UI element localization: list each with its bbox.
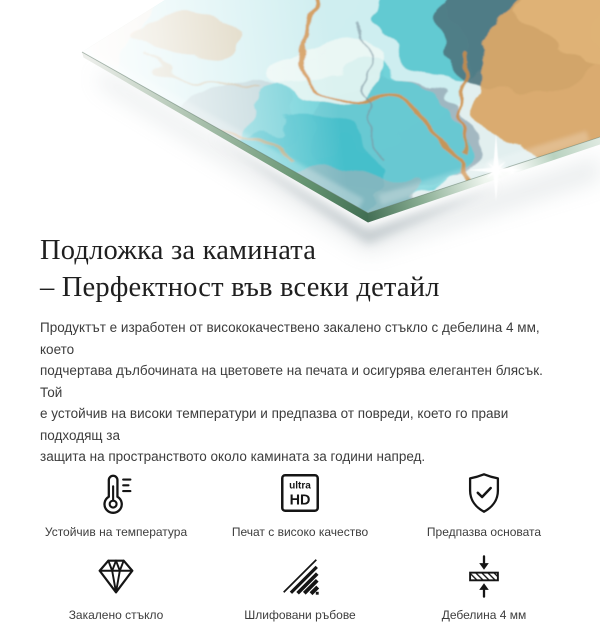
product-description <box>40 317 564 468</box>
page-title <box>40 232 560 306</box>
page-title-line-2: – Перфектност във всеки детайл <box>40 272 440 303</box>
feature-temperature-resistant <box>24 470 208 539</box>
description-line: е устойчив на високи температури и предпазва от повреди, което го прави подходящ за <box>40 406 509 443</box>
shield-check-icon <box>461 470 507 516</box>
feature-label: Дебелина 4 мм <box>441 607 527 622</box>
thickness-arrows-icon <box>461 553 507 599</box>
diamond-icon <box>93 553 139 599</box>
feature-label: Предпазва основата <box>426 524 542 539</box>
description-line: подчертава дълбочината на цветовете на печата и осигурява елегантен блясък. Той <box>40 363 543 400</box>
page-title-line-1: Подложка за камината <box>40 235 317 266</box>
feature-label: Шлифовани ръбове <box>244 607 356 622</box>
feature-polished-edges <box>208 553 392 622</box>
feature-label: Печат с високо качество <box>231 524 369 539</box>
feature-tempered-glass <box>24 553 208 622</box>
svg-text:ultra: ultra <box>289 480 311 492</box>
product-hero-image <box>0 0 600 230</box>
description-line: Продуктът е изработен от висококачествено закалено стъкло с дебелина 4 мм, което <box>40 320 540 357</box>
features-grid <box>24 470 576 622</box>
feature-thickness-4mm <box>392 553 576 622</box>
description-line: защита на пространството около камината за години напред. <box>40 449 426 464</box>
glass-panel-artwork <box>0 0 600 230</box>
svg-text:HD: HD <box>289 492 311 508</box>
feature-high-quality-print <box>208 470 392 539</box>
feature-protects-base <box>392 470 576 539</box>
polished-edges-icon <box>277 553 323 599</box>
feature-label: Устойчив на температура <box>44 524 188 539</box>
feature-label: Закалено стъкло <box>68 607 164 622</box>
ultra-hd-badge-icon <box>277 470 323 516</box>
thermometer-icon <box>93 470 139 516</box>
